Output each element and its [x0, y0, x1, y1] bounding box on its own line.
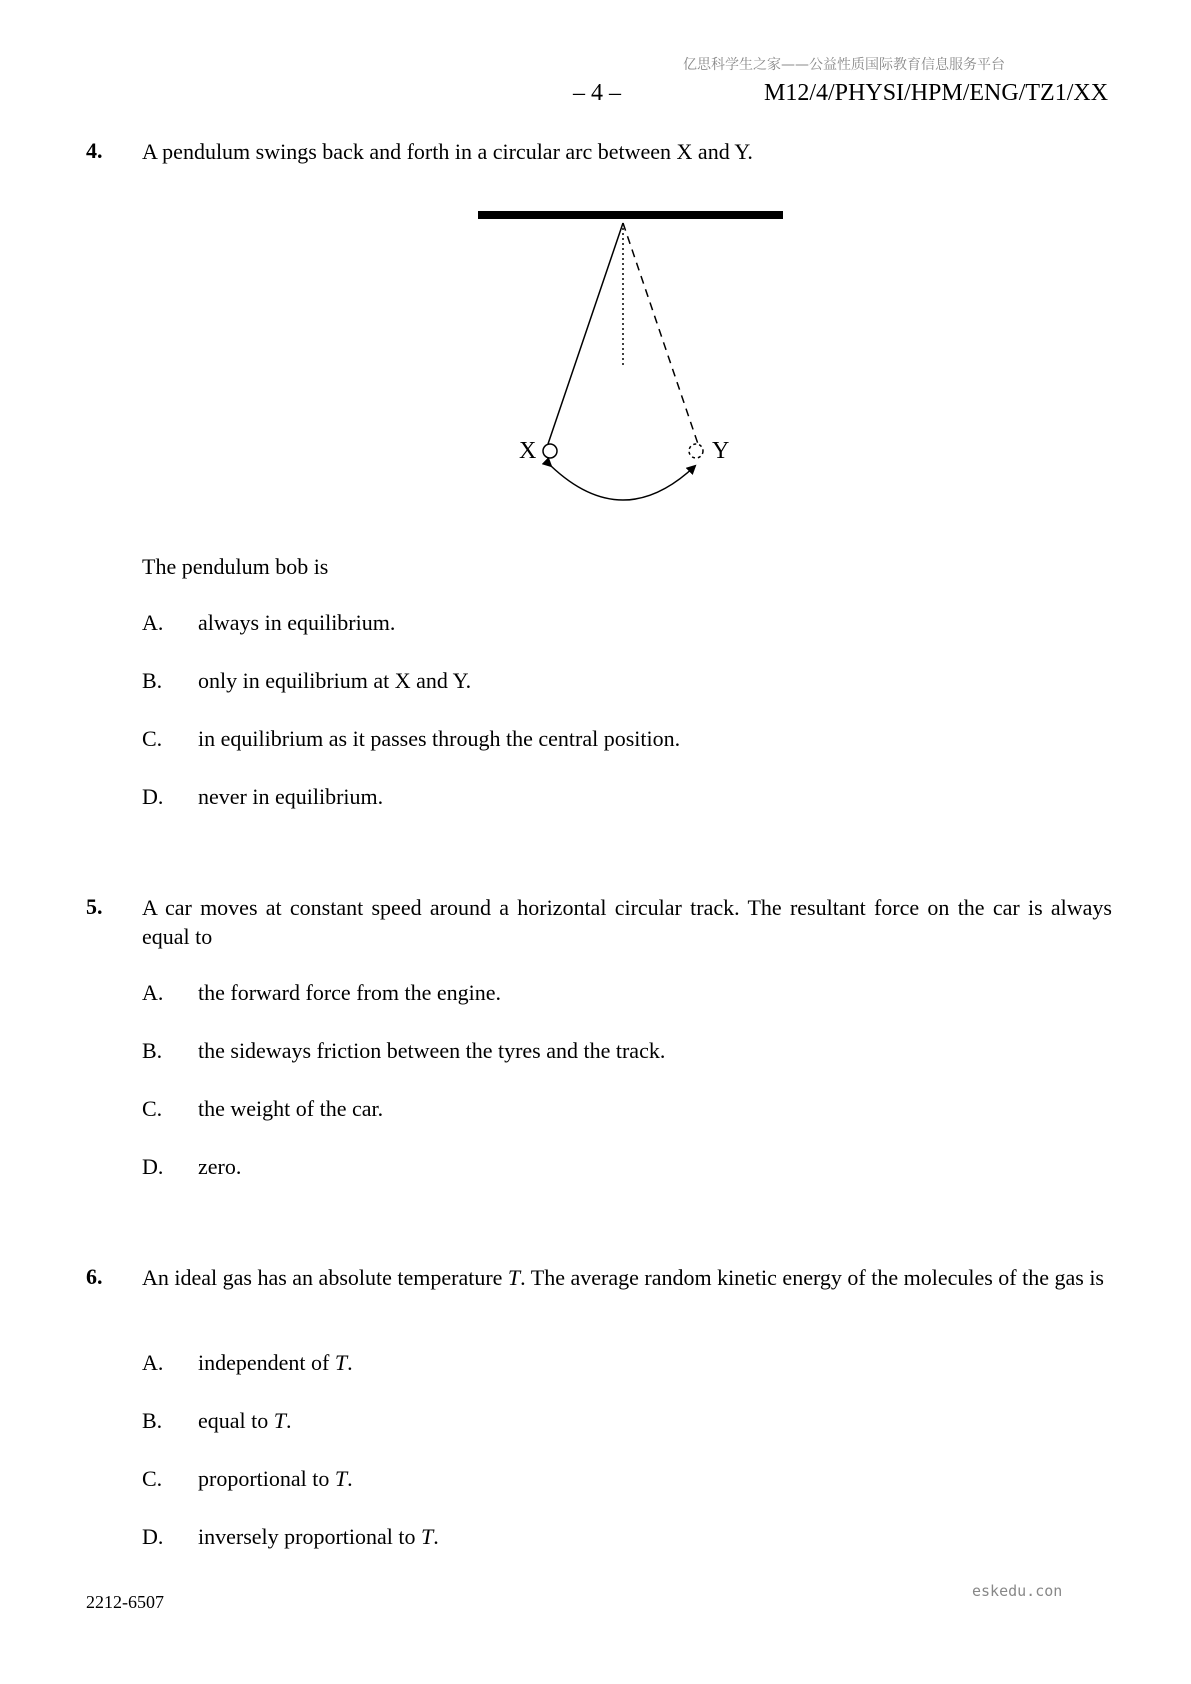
q6-option-b-text: equal to — [198, 1408, 274, 1433]
pendulum-string-x — [548, 223, 623, 444]
q6-option-b-variable: T — [273, 1408, 287, 1433]
q4-option-d-text: never in equilibrium. — [198, 784, 384, 809]
paper-code: M12/4/PHYSI/HPM/ENG/TZ1/XX — [764, 80, 1109, 106]
q4-option-c-text: in equilibrium as it passes through the central position. — [198, 726, 681, 751]
pendulum-support-bar — [478, 211, 783, 219]
q5-option-a-text: the forward force from the engine. — [198, 980, 501, 1005]
swing-arc-arrow — [551, 466, 695, 500]
footer-code: 2212-6507 — [86, 1592, 164, 1612]
q4-option-a-letter: A. — [142, 610, 164, 635]
q5-option-b-text: the sideways friction between the tyres and the track. — [198, 1038, 666, 1063]
q5-option-c-letter: C. — [142, 1096, 163, 1121]
question-6-stem-variable: T — [507, 1265, 521, 1290]
q6-option-d-suffix: . — [433, 1524, 439, 1549]
q6-option-d — [198, 1524, 439, 1550]
q6-option-b-suffix: . — [286, 1408, 292, 1433]
q4-option-b-text: only in equilibrium at X and Y. — [198, 668, 472, 693]
q6-option-d-variable: T — [421, 1524, 434, 1549]
q6-option-c — [198, 1466, 353, 1492]
q6-option-a — [198, 1350, 353, 1376]
question-6-number: 6. — [86, 1264, 103, 1289]
label-x: X — [519, 438, 537, 464]
q6-option-a-variable: T — [334, 1350, 348, 1375]
watermark-text: 亿思科学生之家——公益性质国际教育信息服务平台 — [683, 57, 1005, 73]
q6-option-d-letter: D. — [142, 1524, 164, 1549]
pendulum-diagram — [470, 200, 800, 510]
q6-option-c-variable: T — [334, 1466, 348, 1491]
q6-option-c-suffix: . — [347, 1466, 353, 1491]
question-4-stem: A pendulum swings back and forth in a circular arc between X and Y. — [142, 139, 753, 164]
q5-option-a-letter: A. — [142, 980, 164, 1005]
q6-option-c-text: proportional to — [198, 1466, 335, 1491]
question-5-stem: A car moves at constant speed around a horizontal circular track. The resultant force on the car is always equal to — [142, 895, 1112, 949]
page-number: – 4 – — [573, 80, 621, 106]
q6-option-a-text: independent of — [198, 1350, 335, 1375]
q5-option-d-letter: D. — [142, 1154, 164, 1179]
q6-option-a-suffix: . — [347, 1350, 353, 1375]
question-5-number: 5. — [86, 894, 103, 919]
label-y: Y — [712, 438, 730, 464]
question-6-stem-end: . The average random kinetic energy of the molecules of the gas is — [520, 1265, 1104, 1290]
q5-option-c-text: the weight of the car. — [198, 1096, 384, 1121]
q6-option-c-letter: C. — [142, 1466, 163, 1491]
question-6-stem — [142, 1263, 1112, 1292]
q5-option-b-letter: B. — [142, 1038, 163, 1063]
pendulum-string-y — [623, 223, 698, 444]
question-6-stem-start: An ideal gas has an absolute temperature — [142, 1265, 508, 1290]
question-4-lead: The pendulum bob is — [142, 554, 329, 579]
q4-option-a-text: always in equilibrium. — [198, 610, 396, 635]
pendulum-bob-x — [543, 444, 557, 458]
q6-option-a-letter: A. — [142, 1350, 164, 1375]
q6-option-d-text: inversely proportional to — [198, 1524, 422, 1549]
q6-option-b-letter: B. — [142, 1408, 163, 1433]
q4-option-c-letter: C. — [142, 726, 163, 751]
pendulum-bob-y — [689, 444, 703, 458]
q5-option-d-text: zero. — [198, 1154, 242, 1179]
q4-option-b-letter: B. — [142, 668, 163, 693]
site-watermark: eskedu.con — [972, 1582, 1063, 1600]
q6-option-b — [198, 1408, 292, 1434]
q4-option-d-letter: D. — [142, 784, 164, 809]
question-4-number: 4. — [86, 138, 103, 163]
